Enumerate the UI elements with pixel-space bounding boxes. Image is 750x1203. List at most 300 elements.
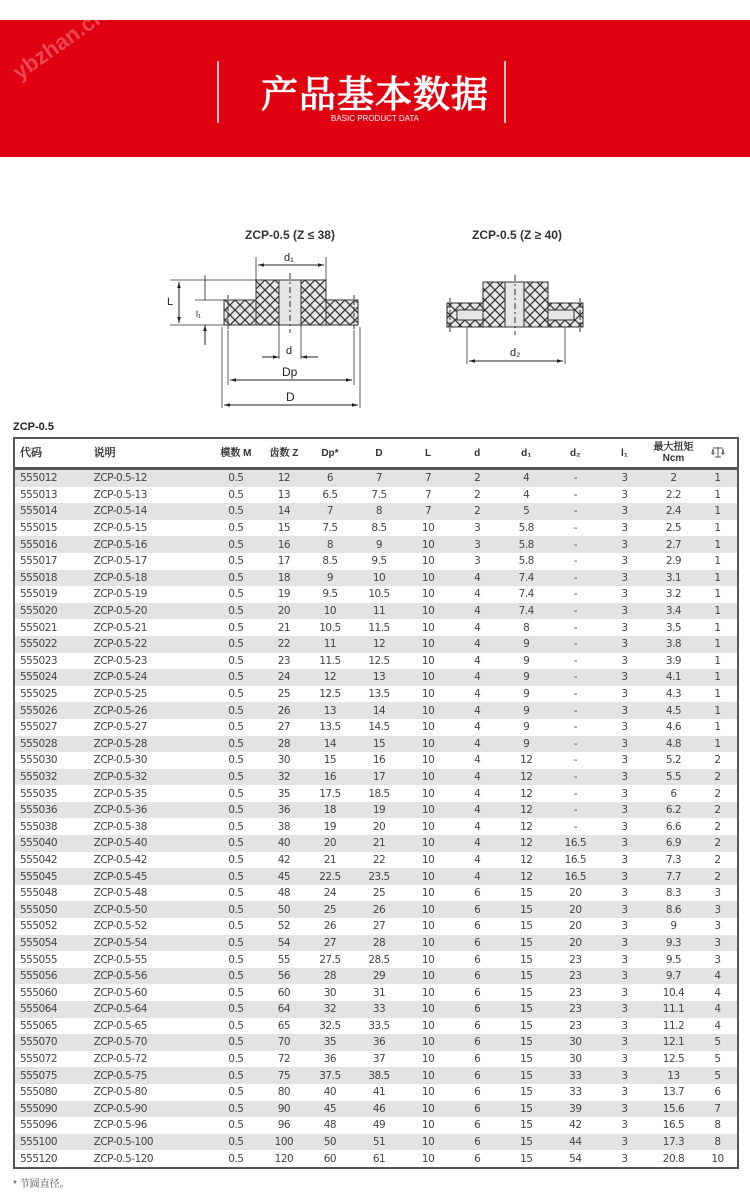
cell-description: ZCP-0.5-32	[89, 769, 210, 786]
cell-d1: 9	[502, 702, 551, 719]
cell-l1: 3	[621, 1152, 628, 1165]
cell-dp: 32.5	[319, 1019, 341, 1032]
cell-d2: -	[573, 820, 577, 833]
cell-L: 10	[421, 721, 435, 734]
cell-D: 41	[372, 1086, 386, 1099]
cell-l1: 3	[600, 1134, 649, 1151]
cell-description: ZCP-0.5-14	[89, 503, 210, 520]
cell-l1: 3	[600, 968, 649, 985]
cell-module: 0.5	[209, 702, 262, 719]
cell-dp: 48	[323, 1119, 337, 1132]
cell-max-torque: 7.3	[665, 853, 682, 866]
cell-l1: 3	[621, 1086, 628, 1099]
cell-d: 4	[474, 688, 481, 701]
cell-teeth: 52	[277, 920, 291, 933]
table-row	[15, 669, 737, 686]
cell-dp: 27.5	[319, 953, 341, 966]
cell-code: 555036	[15, 802, 89, 819]
cell-D: 37	[372, 1053, 386, 1066]
cell-max-torque: 4.1	[649, 669, 698, 686]
cell-l1: 3	[600, 603, 649, 620]
cell-description: ZCP-0.5-48	[93, 887, 147, 900]
cell-description: ZCP-0.5-65	[93, 1019, 147, 1032]
cell-L: 10	[421, 1119, 435, 1132]
cell-L: 10	[421, 654, 435, 667]
table-row	[15, 636, 737, 653]
cell-l1: 3	[600, 469, 649, 487]
table-row	[15, 835, 737, 852]
cell-max-torque: 3.4	[649, 603, 698, 620]
cell-d: 2	[453, 469, 502, 487]
footnote: * 节圆直径。	[13, 1179, 70, 1190]
cell-L: 10	[404, 702, 453, 719]
cell-l1: 3	[600, 802, 649, 819]
col-header-dp: Dp*	[305, 439, 354, 469]
cell-weight: 4	[698, 968, 737, 985]
cell-weight: 2	[714, 754, 721, 767]
cell-d: 3	[453, 536, 502, 553]
cell-description: ZCP-0.5-12	[89, 469, 210, 487]
cell-weight: 2	[714, 787, 721, 800]
cell-d: 4	[453, 603, 502, 620]
cell-l1: 3	[621, 721, 628, 734]
cell-l1: 3	[600, 636, 649, 653]
cell-teeth: 15	[277, 522, 291, 535]
cell-d2: 30	[569, 1053, 582, 1066]
cell-D: 20	[372, 820, 386, 833]
cell-code: 555072	[20, 1053, 58, 1066]
cell-d1: 15	[502, 901, 551, 918]
cell-description: ZCP-0.5-23	[93, 654, 147, 667]
cell-d1: 12	[502, 868, 551, 885]
cell-l1: 3	[600, 702, 649, 719]
cell-d2: -	[551, 570, 600, 587]
cell-d1: 4	[523, 488, 530, 501]
cell-D: 10	[354, 570, 403, 587]
cell-dp: 32	[305, 1001, 354, 1018]
cell-l1: 3	[621, 1019, 628, 1032]
cell-l1: 3	[621, 522, 628, 535]
cell-d1: 12	[502, 802, 551, 819]
cell-d2: -	[551, 503, 600, 520]
cell-dp: 50	[305, 1134, 354, 1151]
table-row	[15, 469, 737, 487]
cell-description: ZCP-0.5-15	[93, 522, 147, 535]
cell-d: 6	[474, 1019, 481, 1032]
cell-code: 555050	[15, 901, 89, 918]
col-header-weight	[698, 439, 737, 469]
cell-d: 4	[474, 621, 481, 634]
cell-max-torque: 3.8	[649, 636, 698, 653]
cell-dp: 10	[305, 603, 354, 620]
cell-module: 0.5	[209, 868, 262, 885]
cell-teeth: 22	[262, 636, 305, 653]
cell-d2: -	[551, 736, 600, 753]
cell-d2: -	[573, 721, 577, 734]
cell-d: 4	[474, 820, 481, 833]
cell-L: 10	[404, 603, 453, 620]
banner-subtitle: BASIC PRODUCT DATA	[330, 114, 419, 123]
cell-code: 555017	[20, 555, 58, 568]
cell-code: 555030	[20, 754, 58, 767]
cell-D: 22	[372, 853, 386, 866]
cell-l1: 3	[600, 868, 649, 885]
cell-max-torque: 10.4	[662, 986, 685, 999]
cell-dp: 10.5	[319, 621, 341, 634]
cell-code: 555120	[20, 1152, 58, 1165]
cell-L: 10	[421, 754, 435, 767]
cell-max-torque: 17.3	[649, 1134, 698, 1151]
cell-d1: 8	[523, 621, 530, 634]
cell-d1: 5.8	[518, 522, 534, 535]
cell-L: 10	[421, 1019, 435, 1032]
cell-teeth: 30	[277, 754, 291, 767]
cell-d: 2	[474, 488, 481, 501]
cell-d1: 12	[502, 769, 551, 786]
cell-module: 0.5	[228, 853, 244, 866]
cell-max-torque: 15.6	[649, 1101, 698, 1118]
cell-module: 0.5	[209, 1101, 262, 1118]
cell-module: 0.5	[228, 1019, 244, 1032]
cell-d: 3	[474, 522, 481, 535]
cell-description: ZCP-0.5-35	[93, 787, 147, 800]
cell-D: 28.5	[368, 953, 390, 966]
cell-L: 10	[404, 935, 453, 952]
cell-weight: 8	[698, 1134, 737, 1151]
cell-d1: 15	[520, 1019, 533, 1032]
cell-description: ZCP-0.5-42	[93, 853, 147, 866]
cell-D: 12.5	[368, 654, 390, 667]
cell-d: 6	[474, 1152, 481, 1165]
cell-weight: 7	[698, 1101, 737, 1118]
cell-module: 0.5	[228, 555, 244, 568]
cell-module: 0.5	[209, 736, 262, 753]
cell-d: 4	[474, 721, 481, 734]
cell-weight: 1	[698, 736, 737, 753]
cell-max-torque: 9.7	[649, 968, 698, 985]
cell-D: 33	[354, 1001, 403, 1018]
cell-d2: 23	[551, 968, 600, 985]
cell-max-torque: 5.5	[649, 769, 698, 786]
cell-D: 61	[372, 1152, 386, 1165]
cell-L: 10	[404, 1067, 453, 1084]
cell-teeth: 21	[277, 621, 291, 634]
cell-code: 555075	[15, 1067, 89, 1084]
cell-max-torque: 2.5	[665, 522, 682, 535]
cell-teeth: 60	[277, 986, 291, 999]
cell-l1: 3	[621, 688, 628, 701]
cell-module: 0.5	[209, 636, 262, 653]
cell-l1: 3	[621, 621, 628, 634]
table-row	[15, 536, 737, 553]
label-l1: l₁	[196, 309, 202, 319]
cell-max-torque: 11.2	[662, 1019, 685, 1032]
cell-teeth: 72	[277, 1053, 291, 1066]
table-row	[15, 752, 737, 769]
label-D: D	[286, 390, 295, 404]
cell-max-torque: 12.1	[649, 1034, 698, 1051]
cell-L: 10	[421, 787, 435, 800]
cell-max-torque: 6.2	[649, 802, 698, 819]
gear-cross-section-diagram-small	[160, 245, 380, 415]
cell-module: 0.5	[228, 887, 244, 900]
cell-teeth: 26	[262, 702, 305, 719]
cell-l1: 3	[600, 769, 649, 786]
cell-dp: 7	[305, 503, 354, 520]
cell-code: 555045	[15, 868, 89, 885]
cell-module: 0.5	[209, 1034, 262, 1051]
cell-l1: 3	[621, 787, 628, 800]
cell-module: 0.5	[209, 901, 262, 918]
cell-dp: 11.5	[319, 654, 341, 667]
cell-code: 555096	[20, 1119, 58, 1132]
cell-dp: 9.5	[322, 588, 338, 601]
cell-d: 6	[453, 935, 502, 952]
cell-d: 4	[453, 736, 502, 753]
cell-D: 16	[372, 754, 386, 767]
cell-l1: 3	[621, 820, 628, 833]
cell-weight: 8	[714, 1119, 721, 1132]
max-torque-unit: Ncm	[662, 453, 685, 464]
cell-module: 0.5	[228, 920, 244, 933]
cell-l1: 3	[621, 1119, 628, 1132]
cell-description: ZCP-0.5-70	[89, 1034, 210, 1051]
cell-module: 0.5	[228, 1119, 244, 1132]
cell-dp: 27	[305, 935, 354, 952]
cell-D: 8	[354, 503, 403, 520]
table-row	[15, 818, 737, 835]
cell-max-torque: 9.3	[649, 935, 698, 952]
cell-L: 10	[421, 953, 435, 966]
cell-teeth: 42	[277, 853, 291, 866]
col-header-module: 模数 M	[209, 439, 262, 469]
cell-max-torque: 3.9	[665, 654, 682, 667]
cell-code: 555024	[15, 669, 89, 686]
cell-max-torque: 7.7	[649, 868, 698, 885]
cell-description: ZCP-0.5-13	[93, 488, 147, 501]
cell-description: ZCP-0.5-50	[89, 901, 210, 918]
cell-description: ZCP-0.5-96	[93, 1119, 147, 1132]
cell-d: 6	[474, 887, 481, 900]
cell-d: 6	[453, 1034, 502, 1051]
cell-max-torque: 6.6	[665, 820, 682, 833]
cell-teeth: 20	[262, 603, 305, 620]
cell-teeth: 75	[262, 1067, 305, 1084]
cell-D: 49	[372, 1119, 386, 1132]
cell-D: 46	[354, 1101, 403, 1118]
flange-right	[326, 300, 358, 325]
cell-d: 4	[474, 588, 481, 601]
cell-teeth: 17	[277, 555, 291, 568]
cell-teeth: 14	[262, 503, 305, 520]
cell-D: 7.5	[371, 488, 387, 501]
cell-D: 23.5	[354, 868, 403, 885]
cell-L: 7	[404, 503, 453, 520]
cell-d1: 12	[520, 853, 533, 866]
cell-code: 555042	[20, 853, 58, 866]
cell-d2: 23	[551, 1001, 600, 1018]
cell-dp: 24	[323, 887, 337, 900]
cell-d2: -	[573, 621, 577, 634]
cell-D: 51	[354, 1134, 403, 1151]
cell-D: 36	[354, 1034, 403, 1051]
cell-d: 4	[453, 570, 502, 587]
cell-d2: -	[573, 522, 577, 535]
cell-module: 0.5	[209, 669, 262, 686]
cell-l1: 3	[600, 736, 649, 753]
cell-teeth: 65	[277, 1019, 291, 1032]
cell-d: 4	[453, 669, 502, 686]
cell-d1: 5	[502, 503, 551, 520]
cell-description: ZCP-0.5-45	[89, 868, 210, 885]
cell-weight: 2	[698, 835, 737, 852]
cell-d1: 15	[520, 1152, 533, 1165]
cell-weight: 2	[714, 853, 721, 866]
cell-weight: 5	[698, 1067, 737, 1084]
cell-L: 10	[404, 570, 453, 587]
cell-d1: 15	[520, 887, 533, 900]
cell-teeth: 120	[274, 1152, 294, 1165]
weight-scale-icon	[711, 446, 725, 458]
cell-D: 15	[354, 736, 403, 753]
cell-d: 4	[474, 853, 481, 866]
cell-teeth: 96	[277, 1119, 291, 1132]
cell-max-torque: 16.5	[662, 1119, 685, 1132]
cell-D: 9.5	[371, 555, 387, 568]
cell-d1: 9	[523, 654, 530, 667]
cell-teeth: 48	[277, 887, 291, 900]
table-row	[15, 1101, 737, 1118]
cell-l1: 3	[600, 901, 649, 918]
cell-dp: 6	[305, 469, 354, 487]
cell-d: 4	[453, 769, 502, 786]
cell-d2: 42	[569, 1119, 582, 1132]
cell-L: 10	[421, 621, 435, 634]
cell-d2: -	[573, 688, 577, 701]
table-row	[15, 503, 737, 520]
cell-d1: 15	[502, 1001, 551, 1018]
cell-weight: 4	[714, 1019, 721, 1032]
cell-L: 10	[421, 887, 435, 900]
cell-description: ZCP-0.5-38	[93, 820, 147, 833]
cell-l1: 3	[600, 1001, 649, 1018]
cell-l1: 3	[621, 887, 628, 900]
cell-description: ZCP-0.5-30	[93, 754, 147, 767]
cell-description: ZCP-0.5-21	[93, 621, 147, 634]
col-header-L: L	[404, 439, 453, 469]
cell-weight: 1	[714, 588, 721, 601]
table-row	[15, 901, 737, 918]
cell-max-torque: 4.8	[649, 736, 698, 753]
label-d2: d₂	[510, 347, 521, 359]
cell-d: 4	[453, 835, 502, 852]
table-row	[15, 1001, 737, 1018]
cell-d1: 4	[502, 469, 551, 487]
cell-description: ZCP-0.5-120	[93, 1152, 154, 1165]
cell-l1: 3	[621, 488, 628, 501]
cell-L: 10	[421, 522, 435, 535]
cell-weight: 5	[714, 1053, 721, 1066]
cell-D: 17	[354, 769, 403, 786]
cell-d2: 23	[569, 953, 582, 966]
cell-code: 555022	[15, 636, 89, 653]
cell-L: 10	[404, 802, 453, 819]
cell-teeth: 54	[262, 935, 305, 952]
cell-weight: 1	[698, 469, 737, 487]
cell-dp: 14	[305, 736, 354, 753]
cell-module: 0.5	[209, 536, 262, 553]
cell-weight: 1	[714, 522, 721, 535]
diagram-title-small: ZCP-0.5 (Z ≤ 38)	[245, 228, 335, 242]
cell-d2: 20	[569, 920, 582, 933]
table-row	[15, 1084, 737, 1101]
cell-L: 7	[425, 488, 432, 501]
cell-weight: 1	[698, 603, 737, 620]
cell-module: 0.5	[228, 787, 244, 800]
cell-max-torque: 8.3	[665, 887, 682, 900]
table-row	[15, 868, 737, 885]
cell-D: 29	[354, 968, 403, 985]
col-header-d: d	[453, 439, 502, 469]
cell-dp: 21	[323, 853, 337, 866]
hub-right	[301, 280, 326, 325]
cell-d2: 20	[551, 935, 600, 952]
cell-weight: 1	[714, 621, 721, 634]
cell-D: 19	[354, 802, 403, 819]
cell-L: 10	[404, 968, 453, 985]
cell-d: 4	[474, 754, 481, 767]
cell-L: 10	[421, 986, 435, 999]
cell-description: ZCP-0.5-17	[93, 555, 147, 568]
cell-d1: 9	[502, 736, 551, 753]
table-row	[15, 686, 737, 703]
cell-D: 11	[354, 603, 403, 620]
cell-teeth: 13	[277, 488, 291, 501]
cell-module: 0.5	[228, 986, 244, 999]
cell-l1: 3	[621, 920, 628, 933]
table-row	[15, 1034, 737, 1051]
col-header-code: 代码	[15, 439, 89, 469]
cell-L: 10	[404, 736, 453, 753]
label-d: d	[286, 345, 293, 357]
cell-code: 555052	[20, 920, 58, 933]
cell-L: 10	[421, 1152, 435, 1165]
cell-module: 0.5	[209, 1134, 262, 1151]
cell-description: ZCP-0.5-60	[93, 986, 147, 999]
cell-d2: -	[551, 702, 600, 719]
cell-description: ZCP-0.5-27	[93, 721, 147, 734]
flange-left	[224, 300, 256, 325]
cell-weight: 1	[698, 702, 737, 719]
cell-D: 8.5	[371, 522, 387, 535]
cell-code: 555025	[20, 688, 58, 701]
cell-module: 0.5	[228, 588, 244, 601]
cell-d2: -	[551, 636, 600, 653]
cell-d1: 15	[520, 953, 533, 966]
cell-description: ZCP-0.5-22	[89, 636, 210, 653]
cell-dp: 9	[305, 570, 354, 587]
cell-module: 0.5	[228, 522, 244, 535]
cell-d: 4	[474, 654, 481, 667]
cell-code: 555026	[15, 702, 89, 719]
cell-weight: 1	[714, 488, 721, 501]
cell-d2: -	[551, 469, 600, 487]
diagram-title-large: ZCP-0.5 (Z ≥ 40)	[472, 228, 562, 242]
cell-dp: 20	[305, 835, 354, 852]
cell-d2: 30	[551, 1034, 600, 1051]
cell-weight: 3	[698, 935, 737, 952]
cell-d1: 7.4	[518, 588, 534, 601]
